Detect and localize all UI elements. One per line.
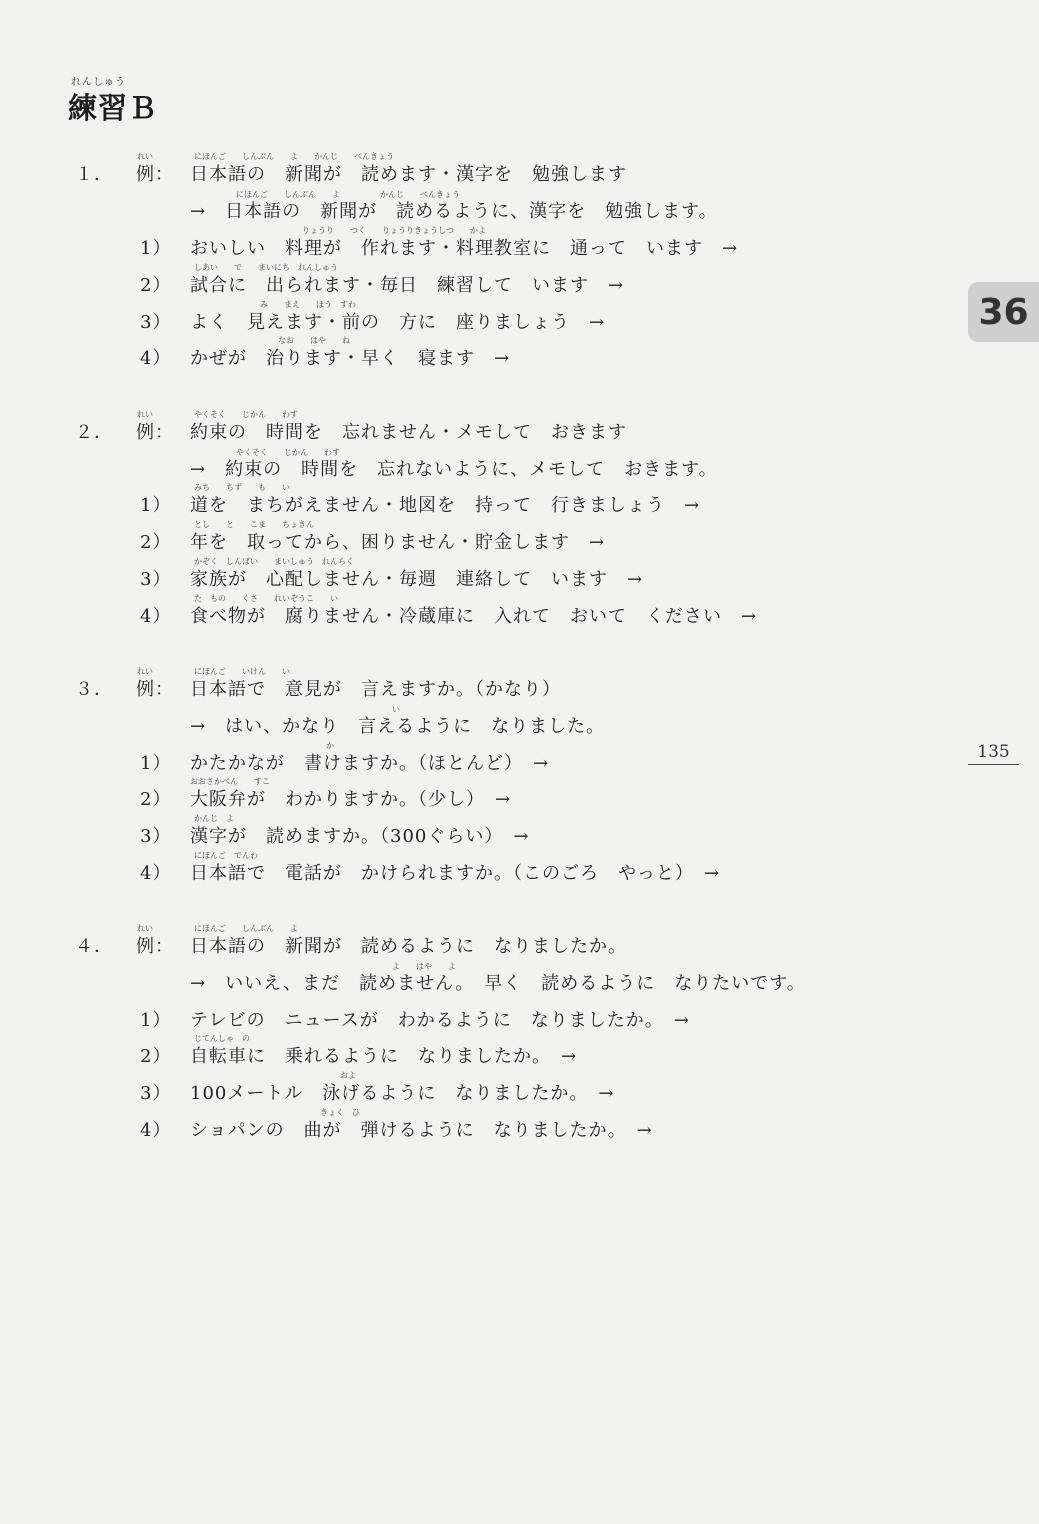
- item-text: かぜが 治ります・早く 寝ます →: [190, 348, 511, 369]
- item-text: 年を 取ってから、困りません・貯金します →: [190, 532, 606, 553]
- answer-ruby: やくそく じかん わす: [236, 448, 340, 457]
- item-number: 4）: [140, 606, 172, 627]
- item-number: 1）: [140, 495, 172, 516]
- section-number: ４．: [75, 936, 113, 957]
- example-ruby: にほんご いけん い: [194, 667, 290, 676]
- item-number: 3）: [140, 1083, 172, 1104]
- item-ruby: なお はや ね: [278, 336, 350, 345]
- label-ruby: れい: [137, 152, 153, 161]
- example-text: 日本語で 意見が 言えますか。（かなり）: [190, 679, 561, 700]
- item-number: 3）: [140, 312, 172, 333]
- item-ruby: じてんしゃ の: [194, 1034, 250, 1043]
- page-title: 練習Ｂ: [68, 91, 159, 125]
- example-label: 例：: [136, 936, 174, 957]
- item-number: 3）: [140, 826, 172, 847]
- item-ruby: きょく ひ: [320, 1108, 360, 1117]
- item-number: 4）: [140, 1120, 172, 1141]
- item-text: よく 見えます・前の 方に 座りましょう →: [190, 312, 606, 333]
- answer-ruby: よ はや よ: [392, 962, 456, 971]
- item-text: テレビの ニュースが わかるように なりましたか。 →: [190, 1010, 690, 1031]
- example-answer: → いいえ、まだ 読めません。 早く 読めるように なりたいです。: [190, 973, 806, 994]
- item-ruby: かぞく しんぱい まいしゅう れんらく: [194, 557, 354, 566]
- example-text: 約束の 時間を 忘れません・メモして おきます: [190, 422, 627, 443]
- title-ruby: れんしゅう: [71, 77, 126, 88]
- item-number: 4）: [140, 348, 172, 369]
- item-ruby: か: [326, 741, 334, 750]
- item-text: かたかなが 書けますか。（ほとんど） →: [190, 753, 550, 774]
- item-number: 3）: [140, 569, 172, 590]
- example-answer: → 約束の 時間を 忘れないように、メモして おきます。: [190, 459, 718, 480]
- example-answer: → 日本語の 新聞が 読めるように、漢字を 勉強します。: [190, 201, 718, 222]
- item-number: 1）: [140, 753, 172, 774]
- item-ruby: およ: [340, 1071, 356, 1080]
- item-number: 1）: [140, 1010, 172, 1031]
- example-text: 日本語の 新聞が 読めます・漢字を 勉強します: [190, 164, 627, 185]
- chapter-number: 36: [978, 291, 1029, 333]
- item-number: 1）: [140, 238, 172, 259]
- example-label: 例：: [136, 679, 174, 700]
- example-label: 例：: [136, 164, 174, 185]
- section-number: ３．: [75, 679, 113, 700]
- item-ruby: にほんご でんわ: [194, 851, 258, 860]
- item-text: 大阪弁が わかりますか。（少し） →: [190, 789, 512, 810]
- item-text: 漢字が 読めますか。（300ぐらい） →: [190, 826, 530, 847]
- item-text: 試合に 出られます・毎日 練習して います →: [190, 275, 625, 296]
- item-text: 自転車に 乗れるように なりましたか。 →: [190, 1046, 578, 1067]
- item-ruby: とし と こま ちょきん: [194, 520, 314, 529]
- label-ruby: れい: [137, 924, 153, 933]
- item-ruby: しあい で まいにち れんしゅう: [194, 263, 338, 272]
- answer-ruby: にほんご しんぶん よ かんじ べんきょう: [236, 190, 460, 199]
- item-text: 食べ物が 腐りません・冷蔵庫に 入れて おいて ください →: [190, 606, 758, 627]
- example-ruby: やくそく じかん わす: [194, 410, 298, 419]
- item-number: 2）: [140, 789, 172, 810]
- item-ruby: かんじ よ: [194, 814, 234, 823]
- item-ruby: りょうり つく りょうりきょうしつ かよ: [302, 226, 486, 235]
- item-number: 2）: [140, 1046, 172, 1067]
- item-ruby: おおさかべん すこ: [190, 777, 270, 786]
- example-label: 例：: [136, 422, 174, 443]
- label-ruby: れい: [137, 667, 153, 676]
- item-text: 日本語で 電話が かけられますか。（このごろ やっと） →: [190, 863, 721, 884]
- example-ruby: にほんご しんぶん よ: [194, 924, 298, 933]
- answer-ruby: い: [392, 705, 400, 714]
- item-text: 家族が 心配しません・毎週 連絡して います →: [190, 569, 644, 590]
- section-number: １．: [75, 164, 113, 185]
- item-text: 100メートル 泳げるように なりましたか。 →: [190, 1083, 615, 1104]
- page-number: 135: [968, 742, 1019, 765]
- item-text: ショパンの 曲が 弾けるように なりましたか。 →: [190, 1120, 653, 1141]
- example-ruby: にほんご しんぶん よ かんじ べんきょう: [194, 152, 394, 161]
- example-text: 日本語の 新聞が 読めるように なりましたか。: [190, 936, 627, 957]
- item-number: 2）: [140, 275, 172, 296]
- item-number: 2）: [140, 532, 172, 553]
- chapter-tab: [968, 282, 1039, 342]
- item-ruby: た もの くさ れいぞうこ い: [194, 594, 338, 603]
- item-text: おいしい 料理が 作れます・料理教室に 通って います →: [190, 238, 739, 259]
- item-ruby: みち ちず も い: [194, 483, 290, 492]
- section-number: ２．: [75, 422, 113, 443]
- label-ruby: れい: [137, 410, 153, 419]
- item-text: 道を まちがえません・地図を 持って 行きましょう →: [190, 495, 701, 516]
- item-number: 4）: [140, 863, 172, 884]
- example-answer: → はい、かなり 言えるように なりました。: [190, 716, 606, 737]
- item-ruby: み まえ ほう すわ: [260, 300, 356, 309]
